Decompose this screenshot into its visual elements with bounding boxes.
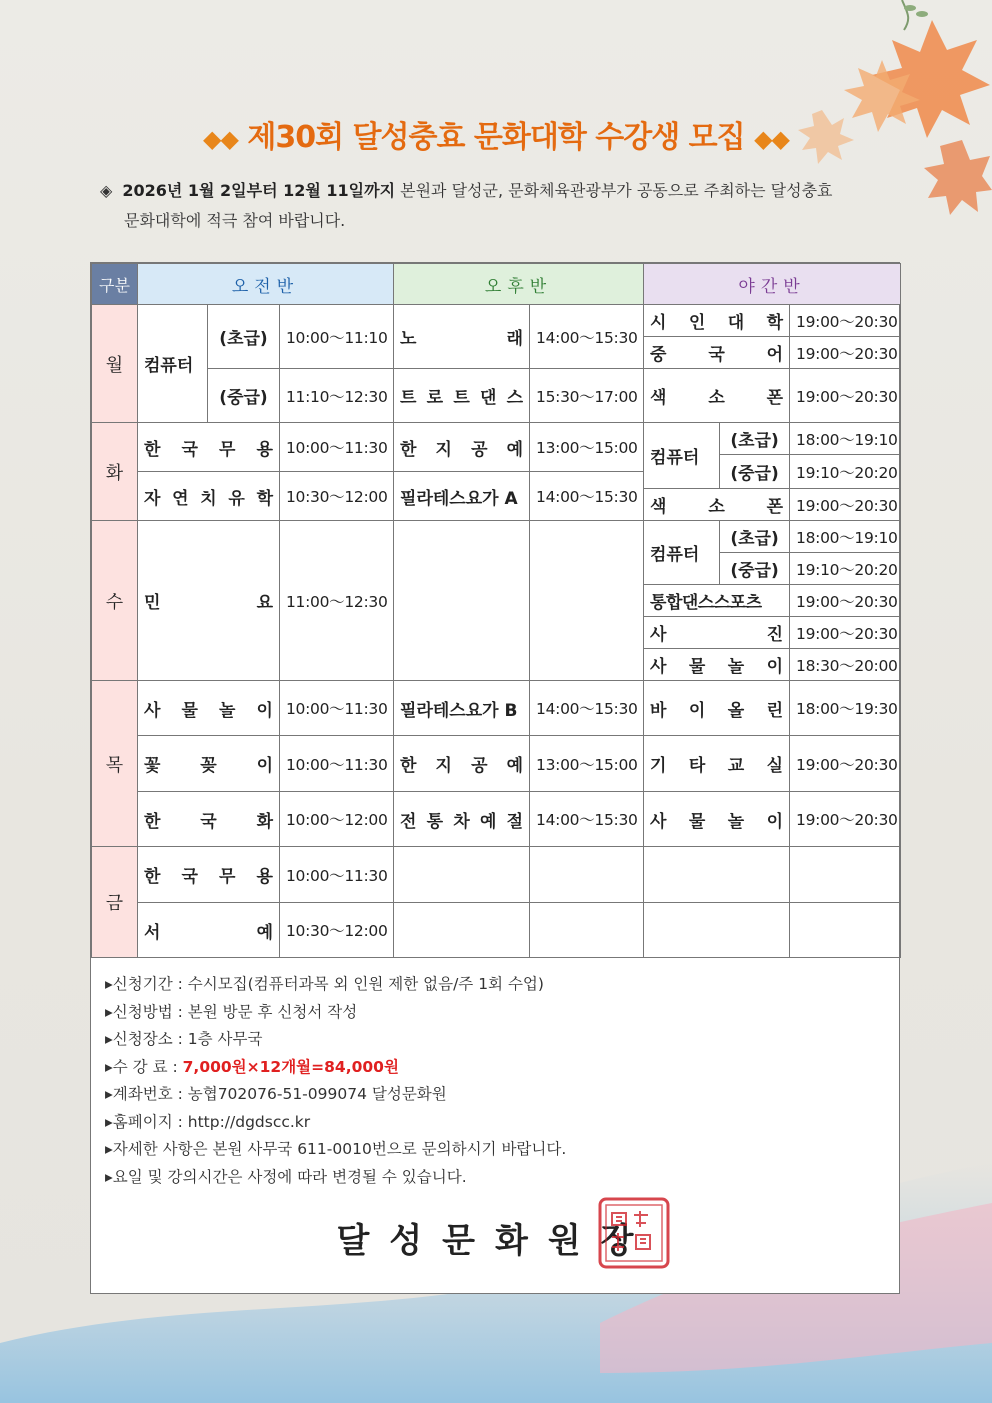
wed-night-time-1: 18:00～19:10 — [790, 521, 901, 553]
fri-pm-empty-1 — [394, 847, 530, 903]
tue-pm-subject-2: 필라테스요가 A — [394, 472, 530, 521]
wed-night-time-4: 19:00～20:30 — [790, 617, 901, 649]
mon-am-level-2: (중급) — [208, 369, 280, 423]
tue-night-level-2: (중급) — [720, 455, 790, 489]
info-fee-label: ▸수 강 료 : — [105, 1057, 183, 1076]
day-fri: 금 — [92, 847, 138, 958]
wed-night-time-2: 19:10～20:20 — [790, 553, 901, 585]
day-thu: 목 — [92, 681, 138, 847]
thu-am-time-1: 10:00～11:30 — [280, 681, 394, 736]
day-tue: 화 — [92, 423, 138, 521]
thu-pm-time-2: 13:00～15:00 — [530, 736, 644, 792]
mon-night-subject-2: 중 국 어 — [644, 337, 790, 369]
schedule-box — [90, 262, 900, 1294]
thu-am-time-3: 10:00～12:00 — [280, 792, 394, 847]
tue-am-subject-1: 한 국 무 용 — [138, 423, 280, 472]
info-fee-value: 7,000원×12개월=84,000원 — [182, 1057, 399, 1076]
wed-night-subject-4: 사 진 — [644, 617, 790, 649]
mon-am-time-1: 10:00～11:10 — [280, 305, 394, 369]
tue-night-time-3: 19:00～20:30 — [790, 489, 901, 521]
wed-night-subject: 컴퓨터 — [644, 521, 720, 585]
fri-am-subject-1: 한 국 무 용 — [138, 847, 280, 903]
thu-am-time-2: 10:00～11:30 — [280, 736, 394, 792]
mon-am-level-1: (초급) — [208, 305, 280, 369]
tue-night-time-2: 19:10～20:20 — [790, 455, 901, 489]
day-wed: 수 — [92, 521, 138, 681]
info-notice: ▸요일 및 강의시간은 사정에 따라 변경될 수 있습니다. — [105, 1167, 467, 1186]
info-contact: ▸자세한 사항은 본원 사무국 611-0010번으로 문의하시기 바랍니다. — [105, 1140, 567, 1158]
fri-pm-empty-4 — [530, 903, 644, 958]
intro-period: 2026년 1월 2일부터 12월 11일까지 — [122, 181, 396, 200]
wed-night-subject-3: 통합댄스스포츠 — [644, 585, 790, 617]
wed-night-level-2: (중급) — [720, 553, 790, 585]
official-seal-stamp — [596, 1195, 672, 1271]
tue-pm-subject-1: 한 지 공 예 — [394, 423, 530, 472]
wed-pm-empty-2 — [530, 521, 644, 681]
info-method: ▸신청방법 : 본원 방문 후 신청서 작성 — [105, 1002, 358, 1021]
mon-night-time-1: 19:00～20:30 — [790, 305, 901, 337]
thu-pm-subject-3: 전 통 차 예 절 — [394, 792, 530, 847]
fri-pm-empty-2 — [530, 847, 644, 903]
wed-am-time-1: 11:00～12:30 — [280, 521, 394, 681]
tue-pm-time-2: 14:00～15:30 — [530, 472, 644, 521]
thu-pm-subject-2: 한 지 공 예 — [394, 736, 530, 792]
thu-night-time-2: 19:00～20:30 — [790, 736, 901, 792]
mon-am-subject: 컴퓨터 — [138, 305, 208, 423]
title-diamond-left: ◆◆ — [203, 125, 238, 153]
wed-am-subject-1: 민 요 — [138, 521, 280, 681]
thu-am-subject-2: 꽃 꽂 이 — [138, 736, 280, 792]
application-info — [105, 971, 885, 1191]
thu-pm-time-1: 14:00～15:30 — [530, 681, 644, 736]
intro-paragraph — [100, 176, 910, 236]
header-night: 야간반 — [644, 264, 901, 305]
fri-night-empty-2 — [790, 847, 901, 903]
mon-night-subject-1: 시 인 대 학 — [644, 305, 790, 337]
info-account: ▸계좌번호 : 농협702076-51-099074 달성문화원 — [105, 1085, 447, 1103]
title-text: 제30회 달성충효 문화대학 수강생 모집 — [247, 120, 745, 155]
mon-pm-time-2: 15:30～17:00 — [530, 369, 644, 423]
tue-night-level-1: (초급) — [720, 423, 790, 455]
thu-night-subject-3: 사 물 놀 이 — [644, 792, 790, 847]
tue-night-subject-3: 색 소 폰 — [644, 489, 790, 521]
thu-night-subject-2: 기 타 교 실 — [644, 736, 790, 792]
thu-pm-time-3: 14:00～15:30 — [530, 792, 644, 847]
header-afternoon: 오후반 — [394, 264, 644, 305]
tue-am-time-1: 10:00～11:30 — [280, 423, 394, 472]
day-mon: 월 — [92, 305, 138, 423]
fri-night-empty-4 — [790, 903, 901, 958]
info-period: ▸신청기간 : 수시모집(컴퓨터과목 외 인원 제한 없음/주 1회 수업) — [105, 975, 544, 993]
header-gubun: 구분 — [92, 264, 138, 305]
tue-pm-time-1: 13:00～15:00 — [530, 423, 644, 472]
thu-night-subject-1: 바 이 올 린 — [644, 681, 790, 736]
mon-night-time-3: 19:00～20:30 — [790, 369, 901, 423]
title-diamond-right: ◆◆ — [754, 125, 789, 153]
thu-night-time-1: 18:00～19:30 — [790, 681, 901, 736]
intro-bullet: ◈ — [100, 181, 113, 200]
tue-night-time-1: 18:00～19:10 — [790, 423, 901, 455]
mon-pm-time-1: 14:00～15:30 — [530, 305, 644, 369]
fri-am-subject-2: 서 예 — [138, 903, 280, 958]
thu-pm-subject-1: 필라테스요가 B — [394, 681, 530, 736]
mon-pm-subject-2: 트 로 트 댄 스 — [394, 369, 530, 423]
wed-night-subject-5: 사 물 놀 이 — [644, 649, 790, 681]
fri-pm-empty-3 — [394, 903, 530, 958]
mon-night-subject-3: 색 소 폰 — [644, 369, 790, 423]
info-homepage: ▸홈페이지 : http://dgdscc.kr — [105, 1112, 311, 1131]
info-place: ▸신청장소 : 1층 사무국 — [105, 1030, 263, 1048]
tue-night-subject: 컴퓨터 — [644, 423, 720, 489]
fri-night-empty-3 — [644, 903, 790, 958]
schedule-table — [91, 263, 901, 958]
wed-night-level-1: (초급) — [720, 521, 790, 553]
tue-am-time-2: 10:30～12:00 — [280, 472, 394, 521]
fri-night-empty-1 — [644, 847, 790, 903]
header-morning: 오전반 — [138, 264, 394, 305]
mon-pm-subject-1: 노 래 — [394, 305, 530, 369]
tue-am-subject-2: 자 연 치 유 학 — [138, 472, 280, 521]
wed-night-time-5: 18:30～20:00 — [790, 649, 901, 681]
fri-am-time-1: 10:00～11:30 — [280, 847, 394, 903]
wed-pm-empty-1 — [394, 521, 530, 681]
thu-am-subject-3: 한 국 화 — [138, 792, 280, 847]
wed-night-time-3: 19:00～20:30 — [790, 585, 901, 617]
intro-text-1: 본원과 달성군, 문화체육관광부가 공동으로 주최하는 달성충효 — [395, 181, 833, 200]
intro-text-2: 문화대학에 적극 참여 바랍니다. — [124, 211, 346, 230]
thu-am-subject-1: 사 물 놀 이 — [138, 681, 280, 736]
thu-night-time-3: 19:00～20:30 — [790, 792, 901, 847]
page-title — [0, 112, 992, 156]
signature: 달성문화원장 — [336, 1221, 654, 1261]
mon-am-time-2: 11:10～12:30 — [280, 369, 394, 423]
info-fee — [105, 1054, 885, 1082]
fri-am-time-2: 10:30～12:00 — [280, 903, 394, 958]
mon-night-time-2: 19:00～20:30 — [790, 337, 901, 369]
